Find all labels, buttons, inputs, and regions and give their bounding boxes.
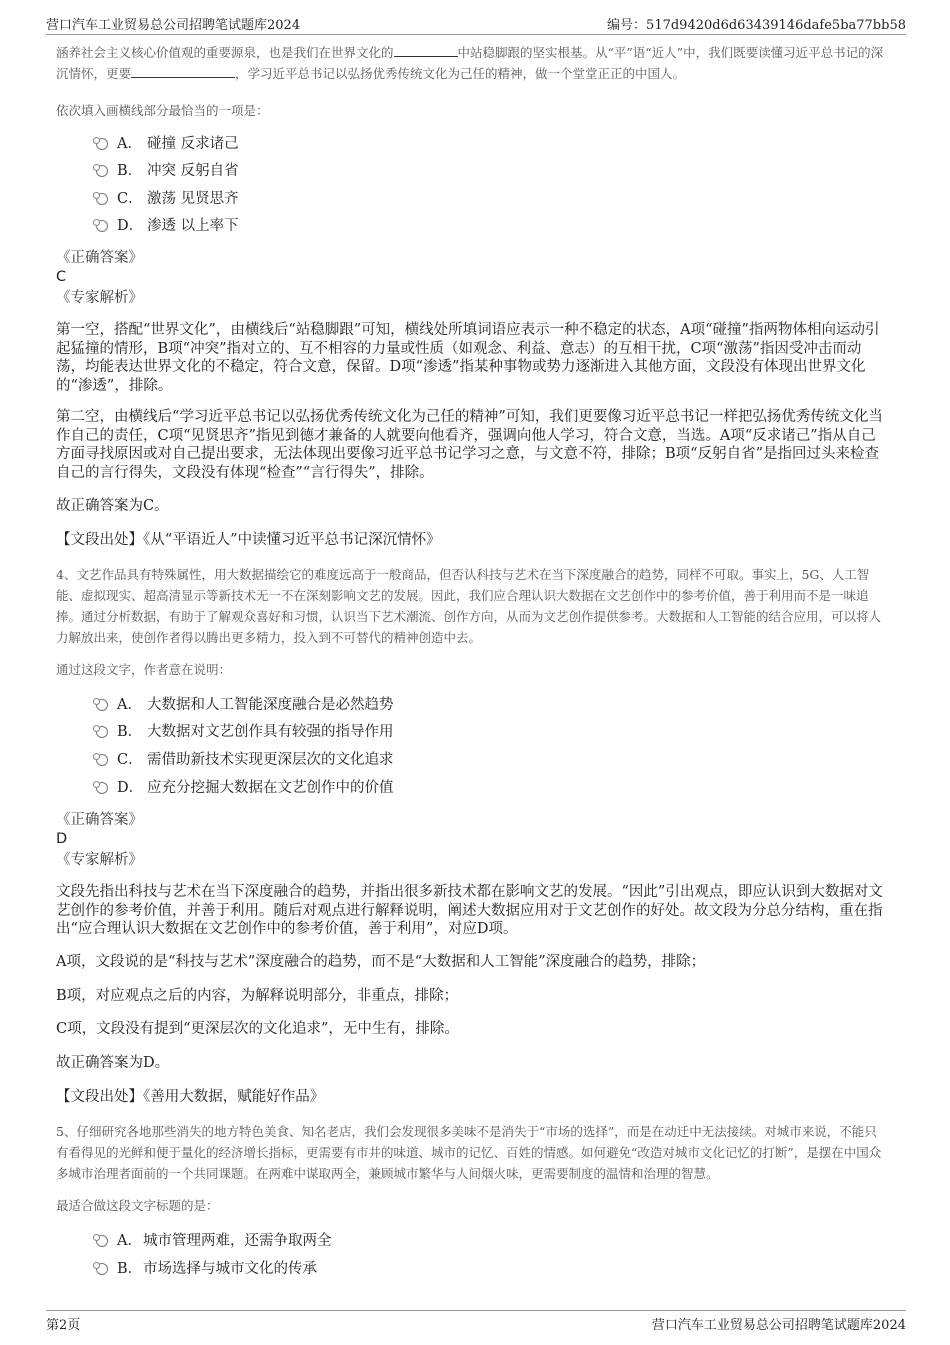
q3-text-b: 中站稳脚跟的坚实根基。从“平”语“近人”中，我们既要读懂习近平总书 (457, 45, 846, 60)
q3-explanation-2 (56, 408, 886, 482)
q5-option-b[interactable] (96, 1258, 317, 1280)
option-letter: D． (117, 780, 144, 796)
answer-value: D (56, 831, 68, 847)
explanation-text: 故正确答案为D。 (56, 1055, 170, 1071)
q3-option-a[interactable] (96, 133, 239, 155)
q4-option-c[interactable] (96, 749, 394, 771)
option-text: 渗透 以上率下 (147, 218, 239, 234)
explanation-text: B项，对应观点之后的内容，为解释说明部分，非重点，排除； (56, 988, 459, 1004)
q4-question-prompt: 通过这段文字，作者意在说明： (56, 662, 232, 677)
q4-explanation-5 (56, 1054, 886, 1073)
explanation-text: 第二空，由横线后“学习近平总书记以弘扬优秀传统文化为己任的精神”可知，我们更要像习近平总书记一样把弘扬优秀传统文化当作自己的责任，C项“见贤思齐”指见到德才兼备的人就要向他看齐，强调向他人学习，符合文意，当选。A项“反求诸己”指从自己方面寻找原因或对自己提出要求，无法体现出要像习近平总书记学习之意，与文意不符，排除；B项“反躬自省”是指回过头来检查自己的言行得失，文段没有体现“检查”“言行得失”，排除。 (56, 409, 883, 481)
q4-answer (56, 828, 886, 847)
q5-option-a[interactable] (96, 1230, 332, 1252)
radio-icon[interactable] (96, 165, 108, 177)
q3-answer-label (56, 246, 886, 267)
q3-blank-1 (394, 44, 458, 57)
q3-question-prompt: 依次填入画横线部分最恰当的一项是： (56, 103, 269, 118)
q3-explanation-3 (56, 497, 886, 516)
analysis-label: 《专家解析》 (56, 852, 143, 868)
footer-title: 营口汽车工业贸易总公司招聘笔试题库2024 (651, 1318, 906, 1333)
q3-analysis-label (56, 286, 886, 307)
answer-value: C (56, 269, 67, 285)
radio-icon[interactable] (96, 220, 108, 232)
radio-icon[interactable] (96, 1263, 108, 1275)
radio-icon[interactable] (96, 782, 108, 794)
q3-text-a: 涵养社会主义核心价值观的重要源泉，也是我们在世界文化的 (56, 45, 394, 60)
q3-passage (56, 42, 886, 84)
page-header (46, 14, 906, 32)
explanation-text: 文段先指出科技与艺术在当下深度融合的趋势，并指出很多新技术都在影响文艺的发展。“因此”引出观点，即应认识到大数据对文艺创作的参考价值，并善于利用。随后对观点进行解释说明，阐述大数据应用对于文艺创作的好处。故文段为分总分结构，重在指出“应合理认识大数据在文艺创作中的参考价值，善于利用”，对应D项。 (56, 884, 883, 937)
option-letter: A． (117, 136, 142, 152)
q4-explanation-2 (56, 953, 886, 972)
q4-source (56, 1088, 886, 1107)
option-letter: A． (117, 697, 142, 713)
q3-option-b[interactable] (96, 160, 239, 182)
q4-explanation-4 (56, 1020, 886, 1039)
q4-answer-label (56, 808, 886, 829)
q3-option-c[interactable] (96, 188, 239, 210)
source-text: 【文段出处】《善用大数据，赋能好作品》 (56, 1089, 325, 1105)
q3-source (56, 531, 886, 550)
q5-text: 5、仔细研究各地那些消失的地方特色美食、知名老店，我们会发现很多美味不是消失于“市场的选择”，而是在动迁中无法接续。对城市来说，不能只有看得见的光鲜和便于量化的经济增长指标，更需要有市井的味道、城市的记忆、百姓的情感。如何避免“改造对城市文化记忆的打断”，是摆在中国众多城市治理者面前的一个共同课题。在两难中谋取两全，兼顾城市繁华与人间烟火味，更需要制度的温情和治理的智慧。 (56, 1124, 882, 1181)
header-title: 营口汽车工业贸易总公司招聘笔试题库2024 (46, 18, 301, 33)
option-text: 需借助新技术实现更深层次的文化追求 (147, 752, 394, 768)
radio-icon[interactable] (96, 699, 108, 711)
q3-explanation-1 (56, 321, 886, 395)
q4-analysis-label (56, 848, 886, 869)
explanation-text: 第一空，搭配“世界文化”，由横线后“站稳脚跟”可知，横线处所填词语应表示一种不稳定的状态，A项“碰撞”指两物体相向运动引起猛撞的情形，B项“冲突”指对立的、互不相容的力量或性质（如观念、利益、意志）的互相干扰，C项“激荡”指因受冲击而动荡，均能表达世界文化的不稳定，符合文意，保留。D项“渗透”指某种事物或势力逐渐进入其他方面，文段没有体现出世界文化的“渗透”，排除。 (56, 322, 880, 394)
explanation-text: A项，文段说的是“科技与艺术”深度融合的趋势，而不是“大数据和人工智能”深度融合的趋势，排除； (56, 954, 706, 970)
option-text: 市场选择与城市文化的传承 (143, 1261, 317, 1277)
option-text: 激荡 见贤思齐 (147, 191, 239, 207)
q5-ask (56, 1196, 886, 1214)
option-letter: C． (117, 752, 143, 768)
footer-divider (46, 1310, 906, 1311)
option-letter: D． (117, 218, 144, 234)
explanation-text: C项，文段没有提到“更深层次的文化追求”，无中生有，排除。 (56, 1021, 459, 1037)
q4-explanation-1 (56, 883, 886, 939)
radio-icon[interactable] (96, 138, 108, 150)
explanation-text: 故正确答案为C。 (56, 498, 169, 514)
q4-option-a[interactable] (96, 694, 394, 716)
q3-ask (56, 101, 886, 119)
radio-icon[interactable] (96, 1235, 108, 1247)
q4-text: 4、文艺作品具有特殊属性，用大数据描绘它的难度远高于一般商品，但否认科技与艺术在当下深度融合的趋势，同样不可取。事实上，5G、人工智能、虚拟现实、超高清显示等新技术无一不在深刻影响文艺的发展。因此，我们应合理认识大数据在文艺创作中的参考价值，善于利用而不是一味追捧。通过分析数据，有助于了解观众喜好和习惯，认识当下艺术潮流、创作方向，从而为文艺创作提供参考。大数据和人工智能的结合应用，可以将人力解放出来，使创作者得以腾出更多精力，投入到不可替代的精神创造中去。 (56, 567, 882, 645)
analysis-label: 《专家解析》 (56, 290, 143, 306)
option-text: 大数据和人工智能深度融合是必然趋势 (147, 697, 394, 713)
option-letter: B． (117, 163, 143, 179)
option-letter: B． (117, 1261, 143, 1277)
option-letter: B． (117, 724, 143, 740)
q4-option-d[interactable] (96, 777, 394, 799)
q3-text-d: ，学习近平总书记以弘扬优秀传统文化为己任的精神，做一个堂堂正正的中国人。 (235, 66, 686, 81)
q4-option-b[interactable] (96, 721, 394, 743)
answer-label: 《正确答案》 (56, 250, 143, 266)
q4-explanation-3 (56, 987, 886, 1006)
radio-icon[interactable] (96, 193, 108, 205)
q3-blank-2 (131, 65, 235, 78)
q3-option-d[interactable] (96, 215, 239, 237)
option-letter: C． (117, 191, 143, 207)
option-letter: A． (117, 1233, 142, 1249)
q5-passage (56, 1121, 886, 1184)
q4-passage (56, 564, 886, 648)
option-text: 应充分挖掘大数据在文艺创作中的价值 (147, 780, 394, 796)
q3-answer (56, 266, 886, 285)
option-text: 冲突 反躬自省 (147, 163, 239, 179)
answer-label: 《正确答案》 (56, 812, 143, 828)
header-doc-id: 编号：517d9420d6d63439146dafe5ba77bb58 (607, 18, 906, 33)
option-text: 城市管理两难，还需争取两全 (143, 1233, 332, 1249)
q5-question-prompt: 最适合做这段文字标题的是： (56, 1198, 219, 1213)
option-text: 碰撞 反求诸己 (147, 136, 239, 152)
q3-text-c: 记的深沉情怀，更要 (56, 45, 884, 81)
radio-icon[interactable] (96, 754, 108, 766)
header-divider (46, 34, 906, 35)
radio-icon[interactable] (96, 726, 108, 738)
option-text: 大数据对文艺创作具有较强的指导作用 (147, 724, 394, 740)
q4-ask (56, 660, 886, 678)
page-number: 第2页 (46, 1318, 81, 1333)
source-text: 【文段出处】《从“平语近人”中读懂习近平总书记深沉情怀》 (56, 532, 441, 548)
